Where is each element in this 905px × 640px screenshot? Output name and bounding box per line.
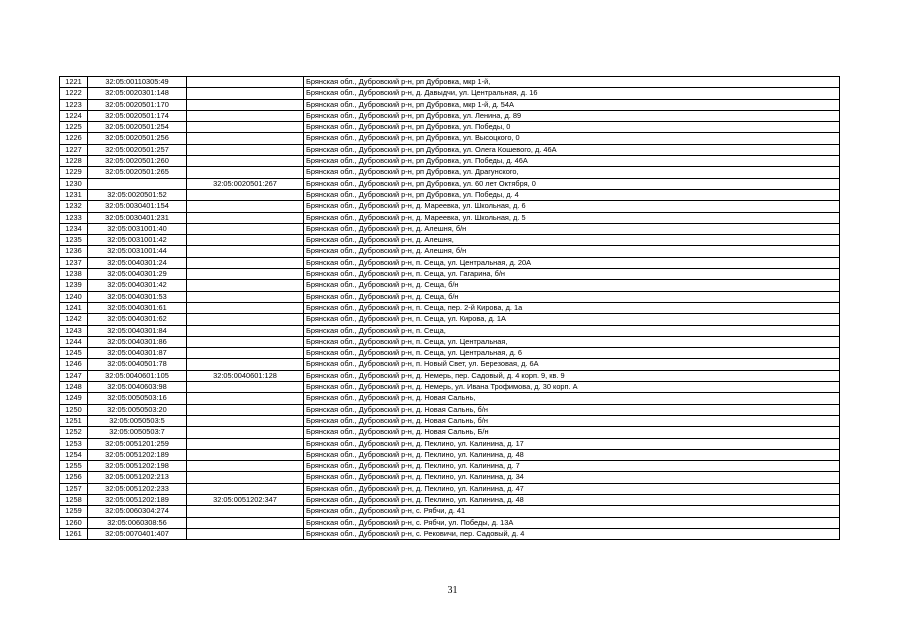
address-cell: Брянская обл., Дубровский р-н, с. Рябчи, д. 41: [304, 506, 840, 517]
row-number-cell: 1261: [60, 528, 88, 539]
address-cell: Брянская обл., Дубровский р-н, д. Давыдчи, ул. Центральная, д. 16: [304, 88, 840, 99]
cadastral-number-cell: 32:05:0020501:256: [88, 133, 187, 144]
linked-cadastral-number-cell: [187, 77, 304, 88]
address-cell: Брянская обл., Дубровский р-н, д. Новая Сальнь, Б/н: [304, 427, 840, 438]
row-number-cell: 1239: [60, 280, 88, 291]
linked-cadastral-number-cell: 32:05:0020501:267: [187, 178, 304, 189]
address-cell: Брянская обл., Дубровский р-н, д. Новая Сальнь, б/н: [304, 404, 840, 415]
cadastral-number-cell: 32:05:0040301:24: [88, 257, 187, 268]
address-cell: Брянская обл., Дубровский р-н, д. Мареевка, ул. Школьная, д. 5: [304, 212, 840, 223]
linked-cadastral-number-cell: [187, 122, 304, 133]
row-number-cell: 1246: [60, 359, 88, 370]
row-number-cell: 1253: [60, 438, 88, 449]
linked-cadastral-number-cell: [187, 359, 304, 370]
address-cell: Брянская обл., Дубровский р-н, рп Дубровка, мкр 1-й, д. 54А: [304, 99, 840, 110]
linked-cadastral-number-cell: [187, 461, 304, 472]
linked-cadastral-number-cell: [187, 167, 304, 178]
address-cell: Брянская обл., Дубровский р-н, д. Сеща, б/н: [304, 280, 840, 291]
cadastral-number-cell: 32:05:0051202:233: [88, 483, 187, 494]
table-row: [60, 382, 840, 393]
linked-cadastral-number-cell: 32:05:0040601:128: [187, 370, 304, 381]
table-row: [60, 257, 840, 268]
cadastral-number-cell: 32:05:00110305:49: [88, 77, 187, 88]
table-row: [60, 246, 840, 257]
address-cell: Брянская обл., Дубровский р-н, д. Пеклино, ул. Калинина, д. 48: [304, 449, 840, 460]
table-row: [60, 223, 840, 234]
table-row: [60, 494, 840, 505]
row-number-cell: 1245: [60, 348, 88, 359]
row-number-cell: 1226: [60, 133, 88, 144]
linked-cadastral-number-cell: [187, 314, 304, 325]
row-number-cell: 1223: [60, 99, 88, 110]
cadastral-number-cell: 32:05:0051201:259: [88, 438, 187, 449]
registry-table: [59, 76, 840, 540]
cadastral-number-cell: 32:05:0030401:231: [88, 212, 187, 223]
cadastral-number-cell: 32:05:0031001:42: [88, 235, 187, 246]
row-number-cell: 1256: [60, 472, 88, 483]
linked-cadastral-number-cell: [187, 302, 304, 313]
linked-cadastral-number-cell: [187, 291, 304, 302]
table-row: [60, 415, 840, 426]
row-number-cell: 1260: [60, 517, 88, 528]
cadastral-number-cell: 32:05:0020501:257: [88, 144, 187, 155]
row-number-cell: 1238: [60, 269, 88, 280]
address-cell: Брянская обл., Дубровский р-н, п. Новый Свет, ул. Березовая, д. 6А: [304, 359, 840, 370]
cadastral-number-cell: 32:05:0040301:87: [88, 348, 187, 359]
address-cell: Брянская обл., Дубровский р-н, д. Немерь, пер. Садовый, д. 4 корп. 9, кв. 9: [304, 370, 840, 381]
linked-cadastral-number-cell: [187, 438, 304, 449]
table-row: [60, 393, 840, 404]
linked-cadastral-number-cell: [187, 133, 304, 144]
row-number-cell: 1240: [60, 291, 88, 302]
cadastral-number-cell: 32:05:0031001:44: [88, 246, 187, 257]
address-cell: Брянская обл., Дубровский р-н, рп Дубровка, ул. Победы, 0: [304, 122, 840, 133]
linked-cadastral-number-cell: [187, 528, 304, 539]
linked-cadastral-number-cell: [187, 246, 304, 257]
linked-cadastral-number-cell: [187, 269, 304, 280]
address-cell: Брянская обл., Дубровский р-н, д. Новая Сальнь,: [304, 393, 840, 404]
linked-cadastral-number-cell: [187, 472, 304, 483]
row-number-cell: 1229: [60, 167, 88, 178]
linked-cadastral-number-cell: [187, 99, 304, 110]
table-row: [60, 359, 840, 370]
linked-cadastral-number-cell: [187, 212, 304, 223]
table-row: [60, 438, 840, 449]
cadastral-number-cell: 32:05:0020501:170: [88, 99, 187, 110]
table-row: [60, 449, 840, 460]
row-number-cell: 1227: [60, 144, 88, 155]
cadastral-number-cell: 32:05:0060308:56: [88, 517, 187, 528]
cadastral-number-cell: 32:05:0020501:265: [88, 167, 187, 178]
linked-cadastral-number-cell: [187, 415, 304, 426]
linked-cadastral-number-cell: [187, 506, 304, 517]
table-row: [60, 77, 840, 88]
row-number-cell: 1221: [60, 77, 88, 88]
table-row: [60, 144, 840, 155]
row-number-cell: 1235: [60, 235, 88, 246]
table-row: [60, 472, 840, 483]
table-row: [60, 212, 840, 223]
address-cell: Брянская обл., Дубровский р-н, д. Алешня,: [304, 235, 840, 246]
linked-cadastral-number-cell: [187, 336, 304, 347]
table-row: [60, 348, 840, 359]
address-cell: Брянская обл., Дубровский р-н, д. Алешня, б/н: [304, 223, 840, 234]
row-number-cell: 1224: [60, 110, 88, 121]
linked-cadastral-number-cell: [187, 257, 304, 268]
table-row: [60, 269, 840, 280]
linked-cadastral-number-cell: [187, 144, 304, 155]
cadastral-number-cell: 32:05:0040301:84: [88, 325, 187, 336]
cadastral-number-cell: 32:05:0020501:174: [88, 110, 187, 121]
address-cell: Брянская обл., Дубровский р-н, п. Сеща, ул. Гагарина, б/н: [304, 269, 840, 280]
row-number-cell: 1237: [60, 257, 88, 268]
table-row: [60, 201, 840, 212]
linked-cadastral-number-cell: [187, 404, 304, 415]
address-cell: Брянская обл., Дубровский р-н, рп Дубровка, ул. Олега Кошевого, д. 46А: [304, 144, 840, 155]
row-number-cell: 1251: [60, 415, 88, 426]
table-row: [60, 122, 840, 133]
row-number-cell: 1258: [60, 494, 88, 505]
address-cell: Брянская обл., Дубровский р-н, с. Рековичи, пер. Садовый, д. 4: [304, 528, 840, 539]
address-cell: Брянская обл., Дубровский р-н, п. Сеща, пер. 2-й Кирова, д. 1а: [304, 302, 840, 313]
linked-cadastral-number-cell: [187, 223, 304, 234]
table-row: [60, 88, 840, 99]
cadastral-number-cell: 32:05:0030401:154: [88, 201, 187, 212]
table-row: [60, 110, 840, 121]
table-row: [60, 336, 840, 347]
address-cell: Брянская обл., Дубровский р-н, рп Дубровка, ул. Драгунского,: [304, 167, 840, 178]
address-cell: Брянская обл., Дубровский р-н, п. Сеща, ул. Центральная, д. 20А: [304, 257, 840, 268]
cadastral-number-cell: 32:05:0020501:254: [88, 122, 187, 133]
cadastral-number-cell: 32:05:0040301:61: [88, 302, 187, 313]
cadastral-number-cell: 32:05:0050503:20: [88, 404, 187, 415]
address-cell: Брянская обл., Дубровский р-н, рп Дубровка, ул. Победы, д. 4: [304, 189, 840, 200]
address-cell: Брянская обл., Дубровский р-н, д. Мареевка, ул. Школьная, д. 6: [304, 201, 840, 212]
row-number-cell: 1255: [60, 461, 88, 472]
linked-cadastral-number-cell: [187, 88, 304, 99]
row-number-cell: 1236: [60, 246, 88, 257]
address-cell: Брянская обл., Дубровский р-н, д. Пеклино, ул. Калинина, д. 17: [304, 438, 840, 449]
table-row: [60, 517, 840, 528]
table-row: [60, 291, 840, 302]
table-row: [60, 325, 840, 336]
table-row: [60, 461, 840, 472]
row-number-cell: 1242: [60, 314, 88, 325]
cadastral-number-cell: 32:05:0040301:53: [88, 291, 187, 302]
cadastral-number-cell: 32:05:0040301:42: [88, 280, 187, 291]
row-number-cell: 1232: [60, 201, 88, 212]
linked-cadastral-number-cell: [187, 348, 304, 359]
cadastral-number-cell: 32:05:0051202:198: [88, 461, 187, 472]
row-number-cell: 1230: [60, 178, 88, 189]
cadastral-number-cell: 32:05:0040301:29: [88, 269, 187, 280]
table-row: [60, 235, 840, 246]
table-row: [60, 302, 840, 313]
linked-cadastral-number-cell: [187, 382, 304, 393]
cadastral-number-cell: 32:05:0040603:98: [88, 382, 187, 393]
row-number-cell: 1225: [60, 122, 88, 133]
address-cell: Брянская обл., Дубровский р-н, д. Пеклино, ул. Калинина, д. 34: [304, 472, 840, 483]
address-cell: Брянская обл., Дубровский р-н, рп Дубровка, ул. Высоцкого, 0: [304, 133, 840, 144]
table-row: [60, 167, 840, 178]
linked-cadastral-number-cell: [187, 325, 304, 336]
linked-cadastral-number-cell: [187, 517, 304, 528]
row-number-cell: 1250: [60, 404, 88, 415]
cadastral-number-cell: 32:05:0031001:40: [88, 223, 187, 234]
linked-cadastral-number-cell: [187, 189, 304, 200]
row-number-cell: 1234: [60, 223, 88, 234]
row-number-cell: 1252: [60, 427, 88, 438]
row-number-cell: 1233: [60, 212, 88, 223]
row-number-cell: 1247: [60, 370, 88, 381]
linked-cadastral-number-cell: 32:05:0051202:347: [187, 494, 304, 505]
row-number-cell: 1249: [60, 393, 88, 404]
registry-table-body: [60, 77, 840, 540]
address-cell: Брянская обл., Дубровский р-н, д. Сеща, б/н: [304, 291, 840, 302]
row-number-cell: 1254: [60, 449, 88, 460]
row-number-cell: 1243: [60, 325, 88, 336]
linked-cadastral-number-cell: [187, 201, 304, 212]
cadastral-number-cell: 32:05:0040301:62: [88, 314, 187, 325]
cadastral-number-cell: 32:05:0040501:78: [88, 359, 187, 370]
cadastral-number-cell: 32:05:0050503:5: [88, 415, 187, 426]
linked-cadastral-number-cell: [187, 280, 304, 291]
address-cell: Брянская обл., Дубровский р-н, с. Рябчи, ул. Победы, д. 13А: [304, 517, 840, 528]
address-cell: Брянская обл., Дубровский р-н, рп Дубровка, мкр 1-й,: [304, 77, 840, 88]
cadastral-number-cell: 32:05:0050503:7: [88, 427, 187, 438]
table-row: [60, 404, 840, 415]
address-cell: Брянская обл., Дубровский р-н, рп Дубровка, ул. Ленина, д. 89: [304, 110, 840, 121]
cadastral-number-cell: 32:05:0040301:86: [88, 336, 187, 347]
address-cell: Брянская обл., Дубровский р-н, д. Алешня, б/н: [304, 246, 840, 257]
cadastral-number-cell: 32:05:0051202:189: [88, 494, 187, 505]
cadastral-number-cell: 32:05:0051202:189: [88, 449, 187, 460]
linked-cadastral-number-cell: [187, 235, 304, 246]
table-row: [60, 280, 840, 291]
row-number-cell: 1222: [60, 88, 88, 99]
cadastral-number-cell: 32:05:0060304:274: [88, 506, 187, 517]
address-cell: Брянская обл., Дубровский р-н, п. Сеща, ул. Центральная,: [304, 336, 840, 347]
table-row: [60, 189, 840, 200]
cadastral-number-cell: 32:05:0070401:407: [88, 528, 187, 539]
table-row: [60, 506, 840, 517]
address-cell: Брянская обл., Дубровский р-н, д. Новая Сальнь, б/н: [304, 415, 840, 426]
table-row: [60, 370, 840, 381]
table-row: [60, 99, 840, 110]
address-cell: Брянская обл., Дубровский р-н, д. Пеклино, ул. Калинина, д. 47: [304, 483, 840, 494]
address-cell: Брянская обл., Дубровский р-н, д. Пеклино, ул. Калинина, д. 7: [304, 461, 840, 472]
cadastral-number-cell: 32:05:0040601:105: [88, 370, 187, 381]
address-cell: Брянская обл., Дубровский р-н, п. Сеща, ул. Кирова, д. 1А: [304, 314, 840, 325]
page-number: 31: [447, 585, 458, 596]
row-number-cell: 1259: [60, 506, 88, 517]
table-row: [60, 133, 840, 144]
linked-cadastral-number-cell: [187, 110, 304, 121]
table-row: [60, 528, 840, 539]
row-number-cell: 1244: [60, 336, 88, 347]
table-row: [60, 178, 840, 189]
address-cell: Брянская обл., Дубровский р-н, рп Дубровка, ул. 60 лет Октября, 0: [304, 178, 840, 189]
table-row: [60, 427, 840, 438]
table-row: [60, 156, 840, 167]
address-cell: Брянская обл., Дубровский р-н, д. Немерь, ул. Ивана Трофимова, д. 30 корп. А: [304, 382, 840, 393]
linked-cadastral-number-cell: [187, 393, 304, 404]
row-number-cell: 1248: [60, 382, 88, 393]
table-row: [60, 483, 840, 494]
row-number-cell: 1241: [60, 302, 88, 313]
address-cell: Брянская обл., Дубровский р-н, д. Пеклино, ул. Калинина, д. 48: [304, 494, 840, 505]
address-cell: Брянская обл., Дубровский р-н, рп Дубровка, ул. Победы, д. 46А: [304, 156, 840, 167]
row-number-cell: 1231: [60, 189, 88, 200]
cadastral-number-cell: 32:05:0020501:260: [88, 156, 187, 167]
cadastral-number-cell: 32:05:0020501:52: [88, 189, 187, 200]
table-row: [60, 314, 840, 325]
row-number-cell: 1228: [60, 156, 88, 167]
linked-cadastral-number-cell: [187, 427, 304, 438]
linked-cadastral-number-cell: [187, 156, 304, 167]
cadastral-number-cell: [88, 178, 187, 189]
address-cell: Брянская обл., Дубровский р-н, п. Сеща, ул. Центральная, д. 6: [304, 348, 840, 359]
cadastral-number-cell: 32:05:0051202:213: [88, 472, 187, 483]
linked-cadastral-number-cell: [187, 483, 304, 494]
linked-cadastral-number-cell: [187, 449, 304, 460]
cadastral-number-cell: 32:05:0050503:16: [88, 393, 187, 404]
address-cell: Брянская обл., Дубровский р-н, п. Сеща,: [304, 325, 840, 336]
cadastral-number-cell: 32:05:0020301:148: [88, 88, 187, 99]
row-number-cell: 1257: [60, 483, 88, 494]
